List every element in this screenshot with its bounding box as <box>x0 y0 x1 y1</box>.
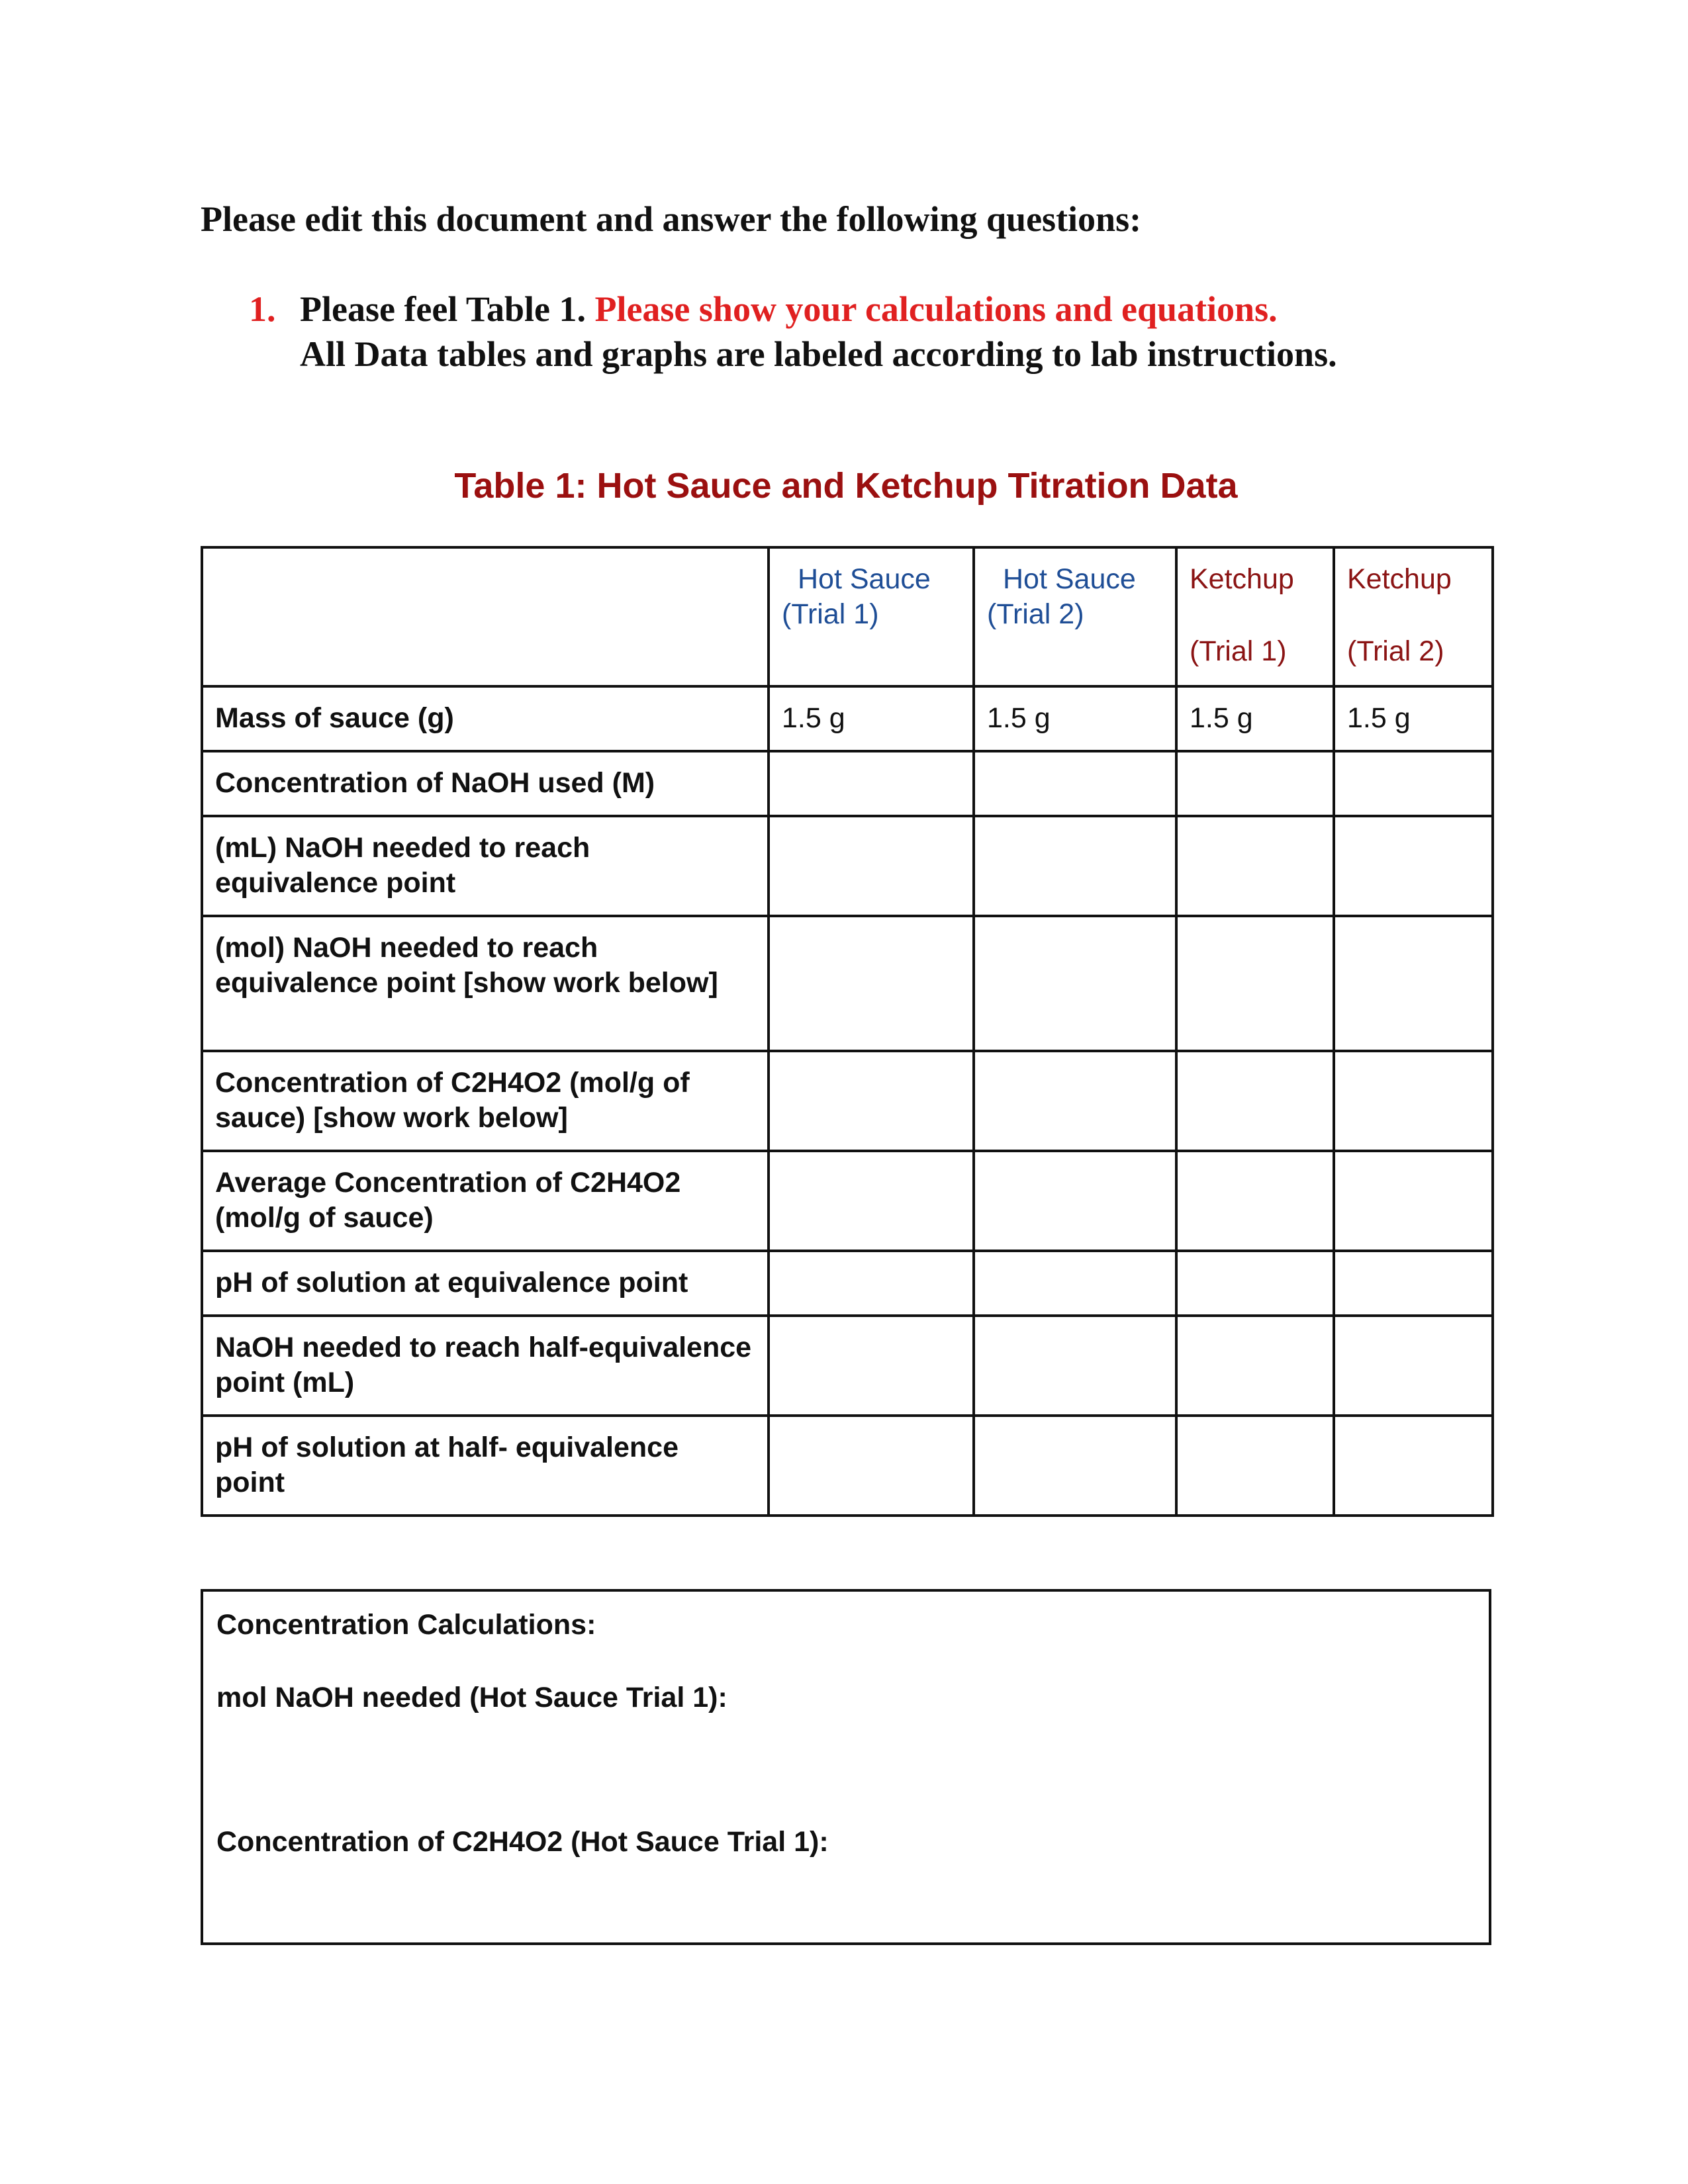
table-row <box>202 1251 1493 1316</box>
row-label: (mL) NaOH needed to reach equivalence point <box>202 816 769 916</box>
data-cell[interactable] <box>1176 1051 1334 1151</box>
data-cell[interactable] <box>1176 816 1334 916</box>
data-cell[interactable] <box>974 1416 1176 1516</box>
header-ketchup-trial-1 <box>1176 547 1334 686</box>
header-label: Ketchup <box>1347 563 1452 595</box>
table-row <box>202 1316 1493 1416</box>
header-label: Hot Sauce <box>1003 563 1136 595</box>
header-label: (Trial 2) <box>1347 635 1444 667</box>
data-cell[interactable] <box>974 1251 1176 1316</box>
data-cell[interactable] <box>974 1316 1176 1416</box>
data-cell[interactable] <box>769 1251 974 1316</box>
data-cell[interactable] <box>1334 816 1493 916</box>
data-cell[interactable] <box>769 1151 974 1251</box>
data-cell[interactable] <box>1334 1416 1493 1516</box>
header-empty-cell <box>202 547 769 686</box>
data-cell[interactable] <box>974 816 1176 916</box>
table-row <box>202 816 1493 916</box>
data-cell[interactable] <box>1334 1316 1493 1416</box>
data-cell[interactable]: 1.5 g <box>769 686 974 751</box>
data-cell[interactable]: 1.5 g <box>1334 686 1493 751</box>
header-ketchup-trial-2 <box>1334 547 1493 686</box>
table-row <box>202 1416 1493 1516</box>
row-label: pH of solution at half- equivalence point <box>202 1416 769 1516</box>
data-cell[interactable] <box>1334 1251 1493 1316</box>
calculation-line-concentration: Concentration of C2H4O2 (Hot Sauce Trial 1): <box>216 1826 829 1858</box>
row-label: pH of solution at equivalence point <box>202 1251 769 1316</box>
data-cell[interactable] <box>769 1316 974 1416</box>
header-label: (Trial 2) <box>987 598 1084 630</box>
table-row <box>202 916 1493 1051</box>
data-cell[interactable] <box>1176 916 1334 1051</box>
data-cell[interactable] <box>1176 1416 1334 1516</box>
row-label: Concentration of C2H4O2 (mol/g of sauce) [show work below] <box>202 1051 769 1151</box>
table-row <box>202 686 1493 751</box>
data-cell[interactable] <box>1334 916 1493 1051</box>
row-label: Concentration of NaOH used (M) <box>202 751 769 816</box>
data-cell[interactable] <box>1176 1316 1334 1416</box>
row-label: Average Concentration of C2H4O2 (mol/g of sauce) <box>202 1151 769 1251</box>
header-label: (Trial 1) <box>1190 635 1287 667</box>
header-hot-sauce-trial-2 <box>974 547 1176 686</box>
calculations-title: Concentration Calculations: <box>216 1609 596 1641</box>
row-label: (mol) NaOH needed to reach equivalence point [show work below] <box>202 916 769 1051</box>
calculations-box[interactable] <box>201 1589 1491 1945</box>
data-cell[interactable] <box>769 751 974 816</box>
data-cell[interactable] <box>1176 1251 1334 1316</box>
header-hot-sauce-trial-1 <box>769 547 974 686</box>
question-number: 1. <box>249 289 276 329</box>
instructions-heading: Please edit this document and answer the following questions: <box>201 199 1142 239</box>
header-label: Hot Sauce <box>798 563 931 595</box>
table-title: Table 1: Hot Sauce and Ketchup Titration Data <box>454 466 1238 506</box>
data-cell[interactable]: 1.5 g <box>1176 686 1334 751</box>
header-label: Ketchup <box>1190 563 1294 595</box>
table-row <box>202 1051 1493 1151</box>
data-cell[interactable] <box>974 916 1176 1051</box>
question-line-1 <box>300 289 1278 330</box>
data-cell[interactable] <box>1334 1151 1493 1251</box>
data-cell[interactable] <box>974 1051 1176 1151</box>
data-cell[interactable] <box>769 1051 974 1151</box>
table-header-row <box>202 547 1493 686</box>
table-row <box>202 751 1493 816</box>
data-cell[interactable] <box>769 1416 974 1516</box>
question-text: Please feel Table 1. <box>300 289 586 329</box>
table-row <box>202 1151 1493 1251</box>
data-cell[interactable] <box>974 1151 1176 1251</box>
row-label: Mass of sauce (g) <box>202 686 769 751</box>
data-cell[interactable] <box>1176 751 1334 816</box>
calculation-line-mol-naoh: mol NaOH needed (Hot Sauce Trial 1): <box>216 1682 727 1713</box>
question-emphasis: Please show your calculations and equations. <box>594 289 1278 329</box>
titration-data-table <box>201 546 1494 1517</box>
data-cell[interactable] <box>974 751 1176 816</box>
data-cell[interactable] <box>769 916 974 1051</box>
data-cell[interactable] <box>1334 1051 1493 1151</box>
data-cell[interactable]: 1.5 g <box>974 686 1176 751</box>
data-cell[interactable] <box>1176 1151 1334 1251</box>
question-note: All Data tables and graphs are labeled according to lab instructions. <box>300 334 1337 374</box>
data-cell[interactable] <box>769 816 974 916</box>
data-cell[interactable] <box>1334 751 1493 816</box>
header-label: (Trial 1) <box>782 598 879 630</box>
row-label: NaOH needed to reach half-equivalence point (mL) <box>202 1316 769 1416</box>
